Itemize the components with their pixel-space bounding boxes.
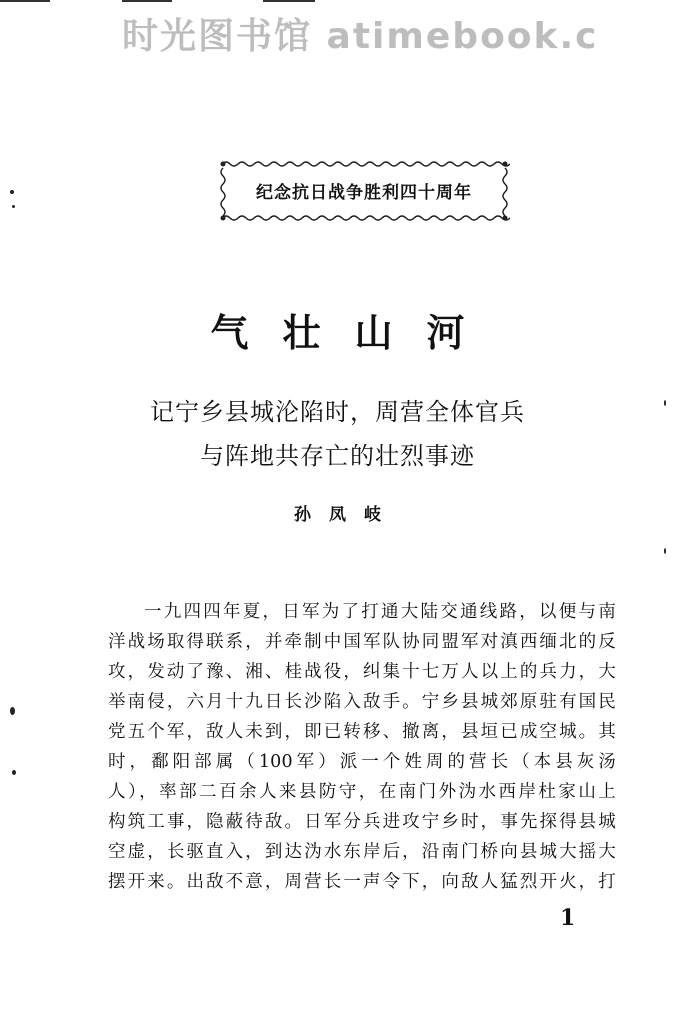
scan-speck xyxy=(664,548,666,554)
scan-edge-line xyxy=(122,0,172,2)
article-subtitle-line: 记宁乡县城沦陷时，周营全体官兵 xyxy=(150,398,525,426)
page-number: 1 xyxy=(560,905,576,931)
scan-speck xyxy=(664,400,666,406)
commemoration-banner xyxy=(218,158,510,224)
article-subtitle-line: 与阵地共存亡的壮烈事迹 xyxy=(200,442,475,470)
scan-speck xyxy=(10,190,14,194)
body-line: 一九四四年夏，日军为了打通大陆交通线路，以便与南 xyxy=(144,602,616,622)
scan-edge-line xyxy=(0,0,50,2)
body-line: 构筑工事，隐蔽待敌。日军分兵进攻宁乡时，事先探得县城 xyxy=(108,812,616,832)
body-line: 攻，发动了豫、湘、桂战役，纠集十七万人以上的兵力，大 xyxy=(108,662,616,682)
body-line: 党五个军，敌人未到，即已转移、撤离，县垣已成空城。其 xyxy=(108,722,616,742)
body-line: 洋战场取得联系，并牵制中国军队协同盟军对滇西缅北的反 xyxy=(108,632,616,652)
article-body xyxy=(108,597,616,897)
body-line: 举南侵，六月十九日长沙陷入敌手。宁乡县城郊原驻有国民 xyxy=(108,692,616,712)
body-line: 时，鄱阳部属（100军）派一个姓周的营长（本县灰汤 xyxy=(108,752,616,772)
banner-title: 纪念抗日战争胜利四十周年 xyxy=(256,183,472,203)
author-name: 孙凤岐 xyxy=(294,505,399,525)
body-line: 人），率部二百余人来县防守，在南门外沩水西岸杜家山上 xyxy=(108,782,616,802)
site-watermark: 时光图书馆 atimebook.c xyxy=(122,16,599,57)
article-title: 气壮山河 xyxy=(210,310,499,355)
scan-speck xyxy=(10,707,15,715)
body-line: 摆开来。出敌不意，周营长一声令下，向敌人猛烈开火，打 xyxy=(108,872,616,892)
body-line: 空虚，长驱直入，到达沩水东岸后，沿南门桥向县城大摇大 xyxy=(108,842,616,862)
scan-edge-line xyxy=(263,0,315,2)
scan-speck xyxy=(12,205,15,208)
scan-speck xyxy=(12,770,16,775)
